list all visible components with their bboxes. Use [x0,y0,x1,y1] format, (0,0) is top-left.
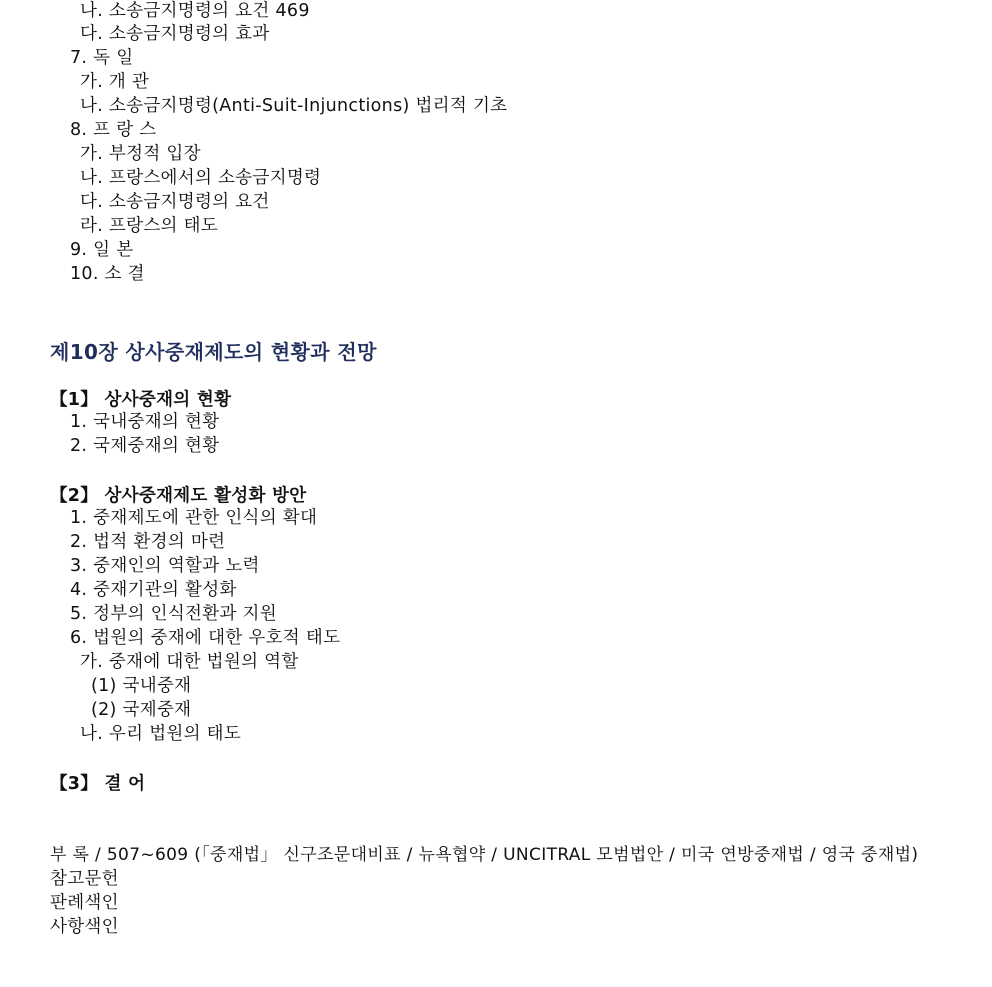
section-heading-1: 【1】 상사중재의 현황 [50,390,232,410]
chapter-title: 제10장 상사중재제도의 현황과 전망 [50,340,377,364]
section-heading-3: 【3】 결 어 [50,774,146,794]
sub-item-court-role: 가. 중재에 대한 법원의 역할 [80,652,299,672]
case-index-line: 판례색인 [50,893,119,913]
toc-item-japan: 9. 일 본 [70,240,134,260]
sub-sub-item-domestic: (1) 국내중재 [91,676,192,696]
appendix-line: 부 록 / 507~609 (「중재법」 신구조문대비표 / 뉴욕협약 / UNCITRAL 모범법안 / 미국 연방중재법 / 영국 중재법) [50,845,919,865]
references-line: 참고문헌 [50,869,119,889]
toc-item-france-requirements: 다. 소송금지명령의 요건 [80,192,270,212]
sub-item-court-attitude: 나. 우리 법원의 태도 [80,724,242,744]
toc-item-da-effect: 다. 소송금지명령의 효과 [80,24,270,44]
list-item: 3. 중재인의 역할과 노력 [70,556,260,576]
toc-item-france-attitude: 라. 프랑스의 태도 [80,216,219,236]
toc-item-france: 8. 프 랑 스 [70,120,157,140]
toc-item-na-requirements: 나. 소송금지명령의 요건 469 [80,1,310,21]
toc-item-france-injunction: 나. 프랑스에서의 소송금지명령 [80,168,322,188]
subject-index-line: 사항색인 [50,917,119,937]
list-item: 4. 중재기관의 활성화 [70,580,237,600]
list-item: 2. 국제중재의 현황 [70,436,220,456]
section-heading-2: 【2】 상사중재제도 활성화 방안 [50,486,307,506]
toc-item-germany: 7. 독 일 [70,48,134,68]
sub-sub-item-international: (2) 국제중재 [91,700,192,720]
list-item: 1. 국내중재의 현황 [70,412,220,432]
toc-item-germany-legal-basis: 나. 소송금지명령(Anti-Suit-Injunctions) 법리적 기초 [80,96,508,116]
list-item: 5. 정부의 인식전환과 지원 [70,604,277,624]
list-item: 6. 법원의 중재에 대한 우호적 태도 [70,628,341,648]
list-item: 2. 법적 환경의 마련 [70,532,226,552]
toc-item-germany-overview: 가. 개 관 [80,72,150,92]
toc-item-summary: 10. 소 결 [70,264,145,284]
toc-item-france-negative: 가. 부정적 입장 [80,144,201,164]
list-item: 1. 중재제도에 관한 인식의 확대 [70,508,318,528]
